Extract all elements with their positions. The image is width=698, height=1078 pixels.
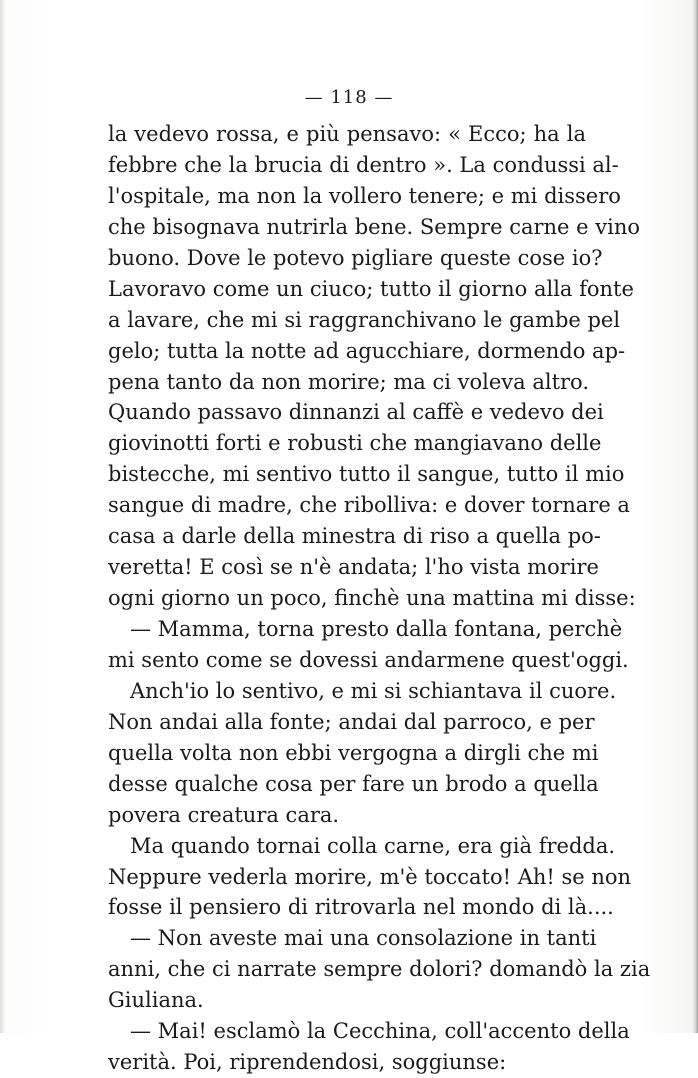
text-line: Lavoravo come un ciuco; tutto il giorno alla fonte bbox=[108, 276, 634, 301]
text-line: desse qualche cosa per fare un brodo a quella bbox=[108, 771, 599, 796]
page-left-edge bbox=[0, 0, 5, 1033]
text-line: povera creatura cara. bbox=[108, 802, 340, 827]
text-line: gelo; tutta la notte ad agucchiare, dormendo ap- bbox=[108, 338, 626, 363]
text-line: buono. Dove le potevo pigliare queste cose io? bbox=[108, 245, 603, 270]
text-line: giovinotti forti e robusti che mangiavano delle bbox=[108, 431, 602, 456]
text-line: mi sento come se dovessi andarmene quest'oggi. bbox=[108, 647, 629, 672]
text-line: Non andai alla fonte; andai dal parroco, e per bbox=[108, 709, 595, 734]
page-binding-edge bbox=[692, 0, 698, 1033]
text-line: veretta! E così se n'è andata; l'ho vista morire bbox=[108, 555, 599, 580]
text-line: Quando passavo dinnanzi al caffè e vedevo dei bbox=[108, 400, 604, 425]
text-line: Neppure vederla morire, m'è toccato! Ah! se non bbox=[108, 864, 632, 889]
page-number: — 118 — bbox=[304, 87, 394, 108]
text-line: anni, che ci narrate sempre dolori? domandò la zia bbox=[108, 957, 651, 982]
text-line: verità. Poi, riprendendosi, soggiunse: bbox=[108, 1050, 507, 1075]
text-line: Anch'io lo sentivo, e mi si schiantava il cuore. bbox=[130, 678, 617, 703]
text-line: Giuliana. bbox=[108, 988, 204, 1013]
text-line: pena tanto da non morire; ma ci voleva altro. bbox=[108, 369, 590, 394]
text-line: sangue di madre, che ribolliva: e dover tornare a bbox=[108, 493, 630, 518]
text-line: fosse il pensiero di ritrovarla nel mondo di là.... bbox=[108, 895, 614, 920]
text-line: che bisognava nutrirla bene. Sempre carne e vino bbox=[108, 214, 640, 239]
text-line: a lavare, che mi si raggranchivano le gambe pel bbox=[108, 307, 621, 332]
text-line: ogni giorno un poco, finchè una mattina mi disse: bbox=[108, 586, 636, 611]
text-line: casa a darle della minestra di riso a quella po- bbox=[108, 524, 601, 549]
text-line: febbre che la brucia di dentro ». La condussi al- bbox=[108, 152, 619, 177]
text-line: l'ospitale, ma non la vollero tenere; e mi dissero bbox=[108, 183, 621, 208]
text-line: Ma quando tornai colla carne, era già fredda. bbox=[130, 833, 616, 858]
text-line: la vedevo rossa, e più pensavo: « Ecco; ha la bbox=[108, 122, 586, 146]
text-line: bistecche, mi sentivo tutto il sangue, tutto il mio bbox=[108, 462, 625, 487]
text-line: — Mamma, torna presto dalla fontana, perchè bbox=[130, 617, 623, 641]
text-line: quella volta non ebbi vergogna a dirgli che mi bbox=[108, 740, 599, 765]
text-line: — Mai! esclamò la Cecchina, coll'accento della bbox=[130, 1019, 630, 1044]
body-text bbox=[108, 119, 651, 1078]
text-line: — Non aveste mai una consolazione in tanti bbox=[130, 926, 597, 951]
